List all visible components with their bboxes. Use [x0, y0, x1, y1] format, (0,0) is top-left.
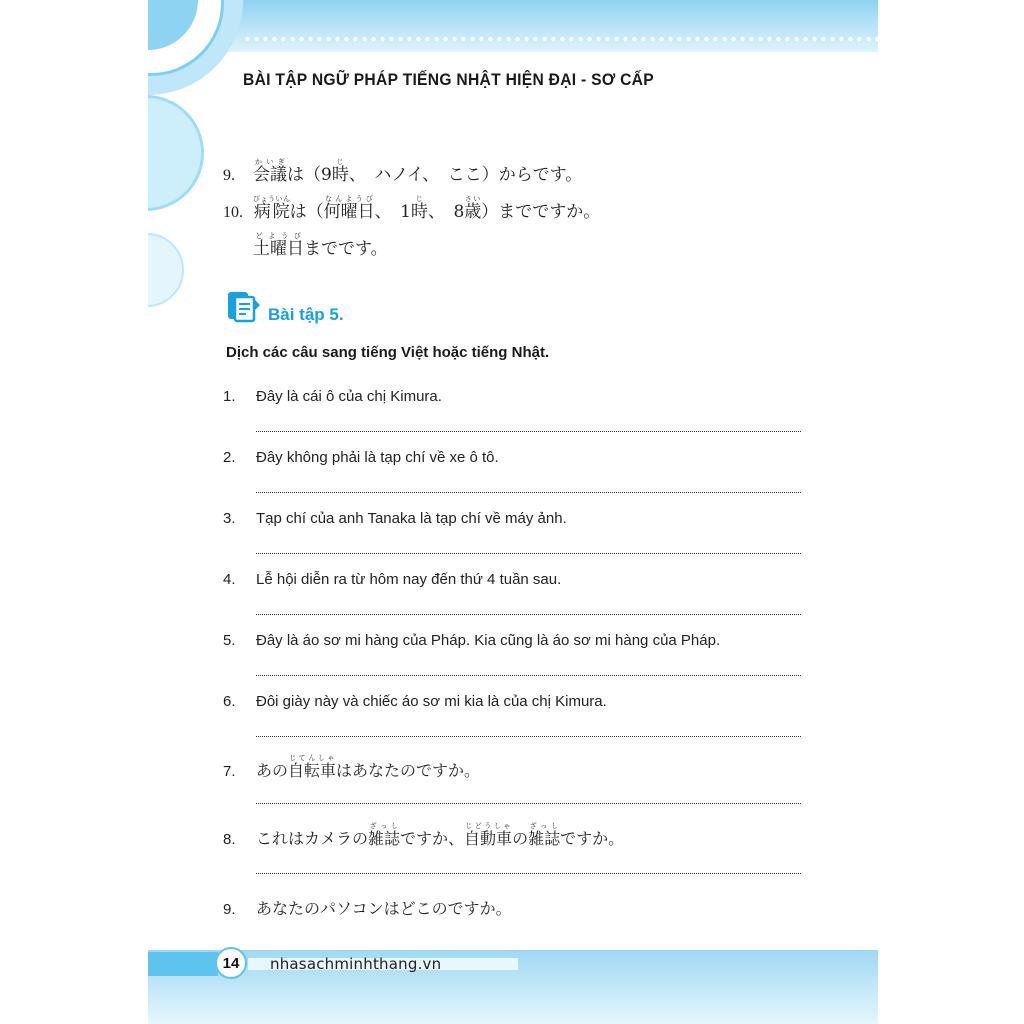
answer-line[interactable] [256, 429, 801, 432]
question-7: 7. あの自転車じてんしゃはあなたのですか。 [223, 754, 801, 781]
prev-item-10-answer: 土曜日どようびまでです。 [253, 232, 388, 259]
answer-line[interactable] [256, 673, 801, 676]
question-5: 5. Đây là áo sơ mi hàng của Pháp. Kia cũng là áo sơ mi hàng của Pháp. [223, 632, 801, 649]
deco-circle-small [148, 233, 184, 307]
item-number: 9. [223, 167, 235, 184]
section-title: Bài tập 5. [268, 305, 344, 324]
question-3: 3. Tạp chí của anh Tanaka là tạp chí về máy ảnh. [223, 510, 801, 527]
header-band [148, 0, 878, 52]
question-4: 4. Lễ hội diễn ra từ hôm nay đến thứ 4 tuần sau. [223, 571, 801, 588]
answer-line[interactable] [256, 551, 801, 554]
publisher-website: nhasachminhthang.vn [270, 955, 442, 973]
item-number: 10. [223, 204, 243, 221]
prev-item-10: 10. 病院びょういんは（何曜日なんようび、 1時じ、 8歳さい）までですか。 [223, 195, 601, 222]
answer-line[interactable] [256, 490, 801, 493]
question-8: 8. これはカメラの雑誌ざっしですか、自動車じどうしゃの雑誌ざっしですか。 [223, 822, 801, 849]
question-9: 9. あなたのパソコンはどこのですか。 [223, 899, 512, 918]
prev-item-9: 9. 会議かいぎは（9時じ、 ハノイ、 ここ）からです。 [223, 158, 583, 185]
deco-circle-middle [148, 95, 204, 211]
header-dot-row [243, 36, 878, 42]
answer-line[interactable] [256, 871, 801, 874]
footer-accent-bar [148, 952, 218, 976]
answer-line[interactable] [256, 801, 801, 804]
page-number: 14 [215, 947, 247, 979]
question-2: 2. Đây không phải là tạp chí về xe ô tô. [223, 449, 801, 466]
answer-line[interactable] [256, 612, 801, 615]
workbook-page [148, 0, 878, 1024]
book-title: BÀI TẬP NGỮ PHÁP TIẾNG NHẬT HIỆN ĐẠI - SƠ CẤP [243, 70, 654, 89]
answer-line[interactable] [256, 734, 801, 737]
section-instruction: Dịch các câu sang tiếng Việt hoặc tiếng Nhật. [226, 344, 550, 361]
question-1: 1. Đây là cái ô của chị Kimura. [223, 388, 801, 405]
question-6: 6. Đôi giày này và chiếc áo sơ mi kia là của chị Kimura. [223, 693, 801, 710]
exercise-book-icon [226, 289, 262, 323]
